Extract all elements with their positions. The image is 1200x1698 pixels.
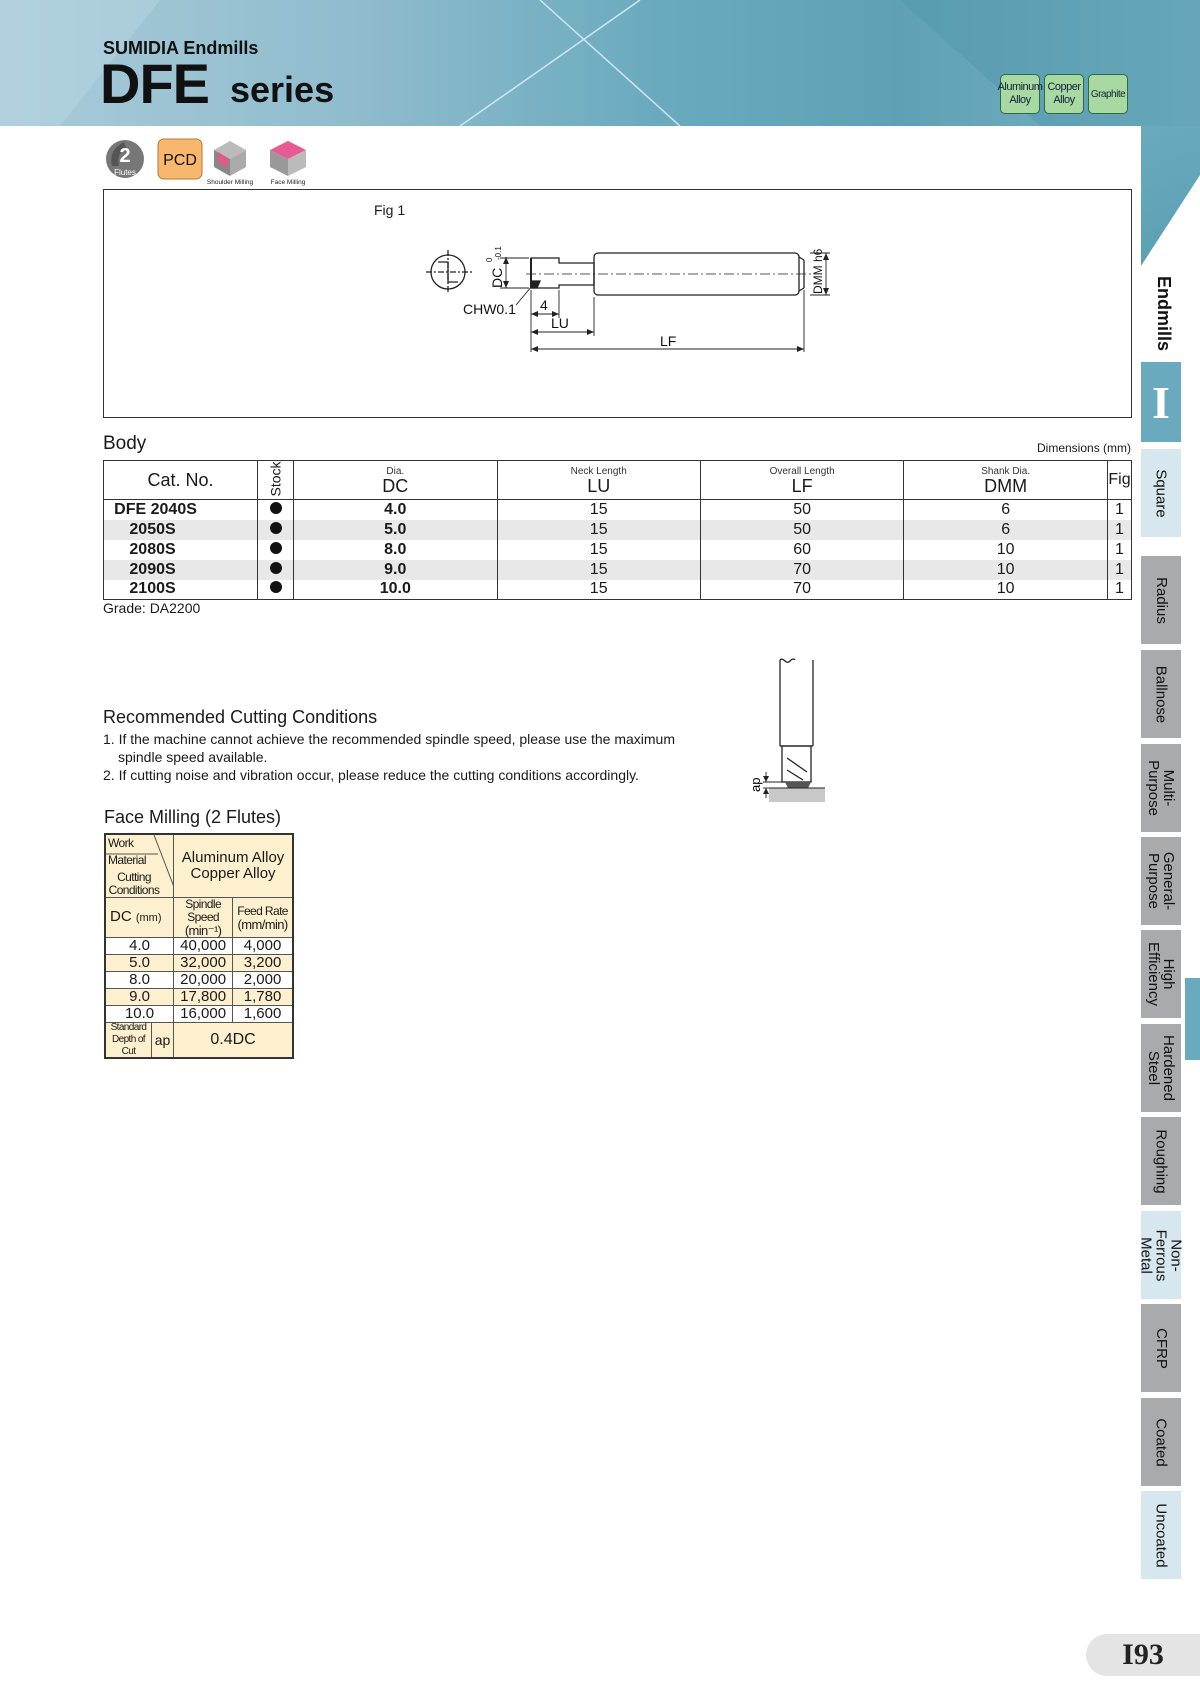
sidebar-tab-high-efficiency[interactable] xyxy=(1141,930,1181,1018)
tab-label: Square xyxy=(1152,468,1170,518)
spindle-header-cell xyxy=(174,898,233,938)
material-line-1: Aluminum Alloy xyxy=(181,849,285,866)
tab-label: Uncoated xyxy=(1152,1502,1170,1568)
fig-header: Fig xyxy=(1108,471,1131,488)
stock-cell xyxy=(258,520,294,540)
tab-label: Multi-Purpose xyxy=(1145,760,1177,816)
table-row xyxy=(104,500,1132,520)
fm-speed-cell: 20,000 xyxy=(174,972,233,989)
tab-label: Hardened Steel xyxy=(1145,1035,1178,1101)
dia-header: DC xyxy=(382,475,409,496)
depth-value-cell: 0.4DC xyxy=(174,1023,293,1059)
material-tag-aluminum: Aluminum Alloy xyxy=(1000,74,1040,114)
fm-subheader-row xyxy=(105,898,293,938)
fig-cell: 1 xyxy=(1107,540,1131,560)
face-milling-title: Face Milling (2 Flutes) xyxy=(104,807,282,827)
face-milling-icon xyxy=(270,141,306,186)
fm-dc-cell: 8.0 xyxy=(105,972,174,989)
col-dia xyxy=(294,461,497,500)
feed-label: Feed Rate xyxy=(237,903,288,918)
sidebar-tab-square[interactable] xyxy=(1141,449,1181,537)
fm-feed-cell: 1,600 xyxy=(233,1006,293,1023)
material-cell xyxy=(174,834,293,898)
sidebar-tab-non-ferrous-metal[interactable] xyxy=(1137,1211,1185,1299)
dc-label: DC xyxy=(110,908,132,925)
sidebar-tab-hardened-steel[interactable] xyxy=(1141,1024,1181,1112)
sidebar-tab-uncoated[interactable] xyxy=(1141,1491,1181,1579)
material-tag-copper: Copper Alloy xyxy=(1044,74,1084,114)
neck-header: LU xyxy=(587,475,611,496)
catno-header: Cat. No. xyxy=(147,469,214,490)
sidebar-top-cut xyxy=(1141,175,1200,266)
material-tag-graphite: Graphite xyxy=(1088,74,1128,114)
flutes-count: 2 xyxy=(119,145,131,167)
figure-box xyxy=(103,189,1132,418)
dc-cell: 10.0 xyxy=(294,580,497,600)
dim-4-label: 4 xyxy=(540,297,548,313)
fm-dc-cell: 10.0 xyxy=(105,1006,174,1023)
tab-label: Roughing xyxy=(1152,1128,1170,1194)
stock-cell xyxy=(258,580,294,600)
dc-header-cell xyxy=(105,898,174,938)
sidebar-tab-ballnose[interactable] xyxy=(1141,650,1181,738)
depth-of-cut-diagram xyxy=(745,658,825,808)
tab-label: Coated xyxy=(1152,1417,1170,1467)
table-row xyxy=(104,540,1132,560)
lu-label: LU xyxy=(551,315,569,331)
catno-cell: 2080S xyxy=(104,540,258,560)
sidebar-section-label xyxy=(1141,266,1185,360)
sidebar-tab-radius[interactable] xyxy=(1141,556,1181,644)
dc-cell: 4.0 xyxy=(294,500,497,520)
active-tab-marker xyxy=(1185,978,1200,1060)
dc-unit: (mm) xyxy=(135,912,162,924)
table-row xyxy=(104,580,1132,600)
table-header-row xyxy=(104,461,1132,500)
fm-row xyxy=(105,989,293,1006)
work-material-label: Work Material xyxy=(108,836,146,867)
in-stock-icon xyxy=(270,542,282,554)
catno-cell: 2100S xyxy=(104,580,258,600)
fm-speed-cell: 17,800 xyxy=(174,989,233,1006)
lu-cell: 15 xyxy=(497,540,700,560)
pcd-label: PCD xyxy=(163,152,197,169)
depth-ap: ap xyxy=(154,1032,171,1048)
tab-label: Radius xyxy=(1152,576,1170,624)
depth-label-cell xyxy=(105,1023,174,1059)
overall-header: LF xyxy=(791,475,813,496)
feed-unit: (mm/min) xyxy=(237,916,288,932)
sidebar-tab-general-purpose[interactable] xyxy=(1141,837,1181,925)
material-tags xyxy=(997,74,1128,114)
face-milling-table xyxy=(104,833,294,1059)
stock-header: Stock xyxy=(267,461,284,497)
fm-row xyxy=(105,1006,293,1023)
fm-row xyxy=(105,955,293,972)
conditions-notes xyxy=(103,730,703,784)
lf-cell: 50 xyxy=(700,520,903,540)
pcd-badge xyxy=(158,139,202,179)
fm-depth-row xyxy=(105,1023,293,1059)
fm-speed-cell: 40,000 xyxy=(174,938,233,955)
fm-row xyxy=(105,938,293,955)
in-stock-icon xyxy=(270,522,282,534)
fig-cell: 1 xyxy=(1107,520,1131,540)
sidebar-tab-roughing[interactable] xyxy=(1141,1117,1181,1205)
stock-cell xyxy=(258,560,294,580)
lf-cell: 50 xyxy=(700,500,903,520)
chamfer-label: CHW0.1 xyxy=(463,301,516,317)
flutes-label: Flutes xyxy=(114,168,136,177)
section-label-text: Endmills xyxy=(1153,275,1174,351)
overall-small-header: Overall Length xyxy=(769,465,835,477)
in-stock-icon xyxy=(270,581,282,593)
fig-cell: 1 xyxy=(1107,500,1131,520)
table-row xyxy=(104,560,1132,580)
end-view-icon xyxy=(426,250,472,294)
fm-feed-cell: 1,780 xyxy=(233,989,293,1006)
dmm-cell: 6 xyxy=(904,500,1108,520)
col-overall xyxy=(700,461,903,500)
material-line-2: Copper Alloy xyxy=(190,865,276,882)
lf-cell: 70 xyxy=(700,560,903,580)
dc-upper-tolerance: 0 xyxy=(485,257,494,262)
fm-dc-cell: 5.0 xyxy=(105,955,174,972)
tab-label: CFRP xyxy=(1152,1327,1170,1369)
fm-header-row xyxy=(105,834,293,898)
shoulder-label: Shoulder Milling xyxy=(206,179,254,186)
face-label: Face Milling xyxy=(270,179,306,186)
spindle-label: Spindle Speed xyxy=(185,897,222,924)
lu-cell: 15 xyxy=(497,560,700,580)
tab-label: High Efficiency xyxy=(1145,942,1177,1006)
fm-speed-cell: 16,000 xyxy=(174,1006,233,1023)
lu-cell: 15 xyxy=(497,580,700,600)
neck-small-header: Neck Length xyxy=(570,465,627,477)
stock-cell xyxy=(258,540,294,560)
dmm-cell: 10 xyxy=(904,560,1108,580)
lf-cell: 70 xyxy=(700,580,903,600)
figure-label: Fig 1 xyxy=(374,202,406,218)
body-table xyxy=(103,460,1132,600)
dimensions-note: Dimensions (mm) xyxy=(1037,441,1132,455)
fm-feed-cell: 2,000 xyxy=(233,972,293,989)
grade-note: Grade: DA2200 xyxy=(103,600,201,616)
sidebar-tab-multi-purpose[interactable] xyxy=(1141,744,1181,832)
dia-small-header: Dia. xyxy=(386,465,405,477)
depth-label: Standard Depth of Cut xyxy=(106,1023,152,1057)
fig-cell: 1 xyxy=(1107,580,1131,600)
dc-cell: 5.0 xyxy=(294,520,497,540)
fm-feed-cell: 4,000 xyxy=(233,938,293,955)
tool-side-view xyxy=(526,253,814,295)
cutting-conditions-label: Cutting Conditions xyxy=(108,870,160,897)
tab-label: General-Purpose xyxy=(1145,851,1178,911)
col-stock xyxy=(258,461,294,500)
fm-dc-cell: 9.0 xyxy=(105,989,174,1006)
series-title: DFE xyxy=(100,52,209,115)
col-neck xyxy=(497,461,700,500)
dc-lower-tolerance: -0.1 xyxy=(494,246,503,260)
shoulder-milling-icon xyxy=(207,141,254,186)
section-letter: I xyxy=(1141,362,1181,442)
catno-cell: DFE 2040S xyxy=(104,500,258,520)
tab-label: Non-Ferrous Metal xyxy=(1137,1229,1185,1281)
tab-label: Ballnose xyxy=(1152,665,1170,723)
spindle-unit: (min⁻¹) xyxy=(184,923,222,938)
brand-label: SUMIDIA Endmills xyxy=(103,38,259,58)
fm-speed-cell: 32,000 xyxy=(174,955,233,972)
dmm-cell: 6 xyxy=(904,520,1108,540)
feed-header-cell xyxy=(233,898,293,938)
col-fig xyxy=(1107,461,1131,500)
dmm-cell: 10 xyxy=(904,580,1108,600)
flutes-icon xyxy=(106,140,144,178)
shank-header: DMM xyxy=(984,475,1028,496)
catno-cell: 2050S xyxy=(104,520,258,540)
tool-drawing xyxy=(104,190,1133,419)
fm-feed-cell: 3,200 xyxy=(233,955,293,972)
condition-note: 2. If cutting noise and vibration occur, please reduce the cutting conditions accordingly. xyxy=(103,767,639,783)
feature-icons xyxy=(104,136,324,186)
sidebar-tab-cfrp[interactable] xyxy=(1141,1304,1181,1392)
dmm-label: DMM h6 xyxy=(811,248,825,294)
catno-cell: 2090S xyxy=(104,560,258,580)
in-stock-icon xyxy=(270,562,282,574)
dmm-cell: 10 xyxy=(904,540,1108,560)
lu-cell: 15 xyxy=(497,500,700,520)
lf-cell: 60 xyxy=(700,540,903,560)
lu-cell: 15 xyxy=(497,520,700,540)
stock-cell xyxy=(258,500,294,520)
dc-tolerance-label: DC xyxy=(489,267,505,288)
sidebar-tab-coated[interactable] xyxy=(1141,1398,1181,1486)
work-material-cell xyxy=(105,834,174,898)
col-catno xyxy=(104,461,258,500)
fig-cell: 1 xyxy=(1107,560,1131,580)
page-number: I93 xyxy=(1086,1634,1200,1676)
table-row xyxy=(104,520,1132,540)
dc-cell: 9.0 xyxy=(294,560,497,580)
shank-small-header: Shank Dia. xyxy=(981,465,1031,477)
in-stock-icon xyxy=(270,502,282,514)
condition-note: 1. If the machine cannot achieve the recommended spindle speed, please use the maximum spindle speed available. xyxy=(103,731,675,765)
ap-label: ap xyxy=(748,777,763,792)
body-title: Body xyxy=(103,433,147,454)
series-suffix: series xyxy=(230,69,335,110)
fm-dc-cell: 4.0 xyxy=(105,938,174,955)
fm-row xyxy=(105,972,293,989)
dc-cell: 8.0 xyxy=(294,540,497,560)
col-shank xyxy=(904,461,1108,500)
lf-label: LF xyxy=(660,333,677,349)
conditions-title: Recommended Cutting Conditions xyxy=(103,707,378,727)
